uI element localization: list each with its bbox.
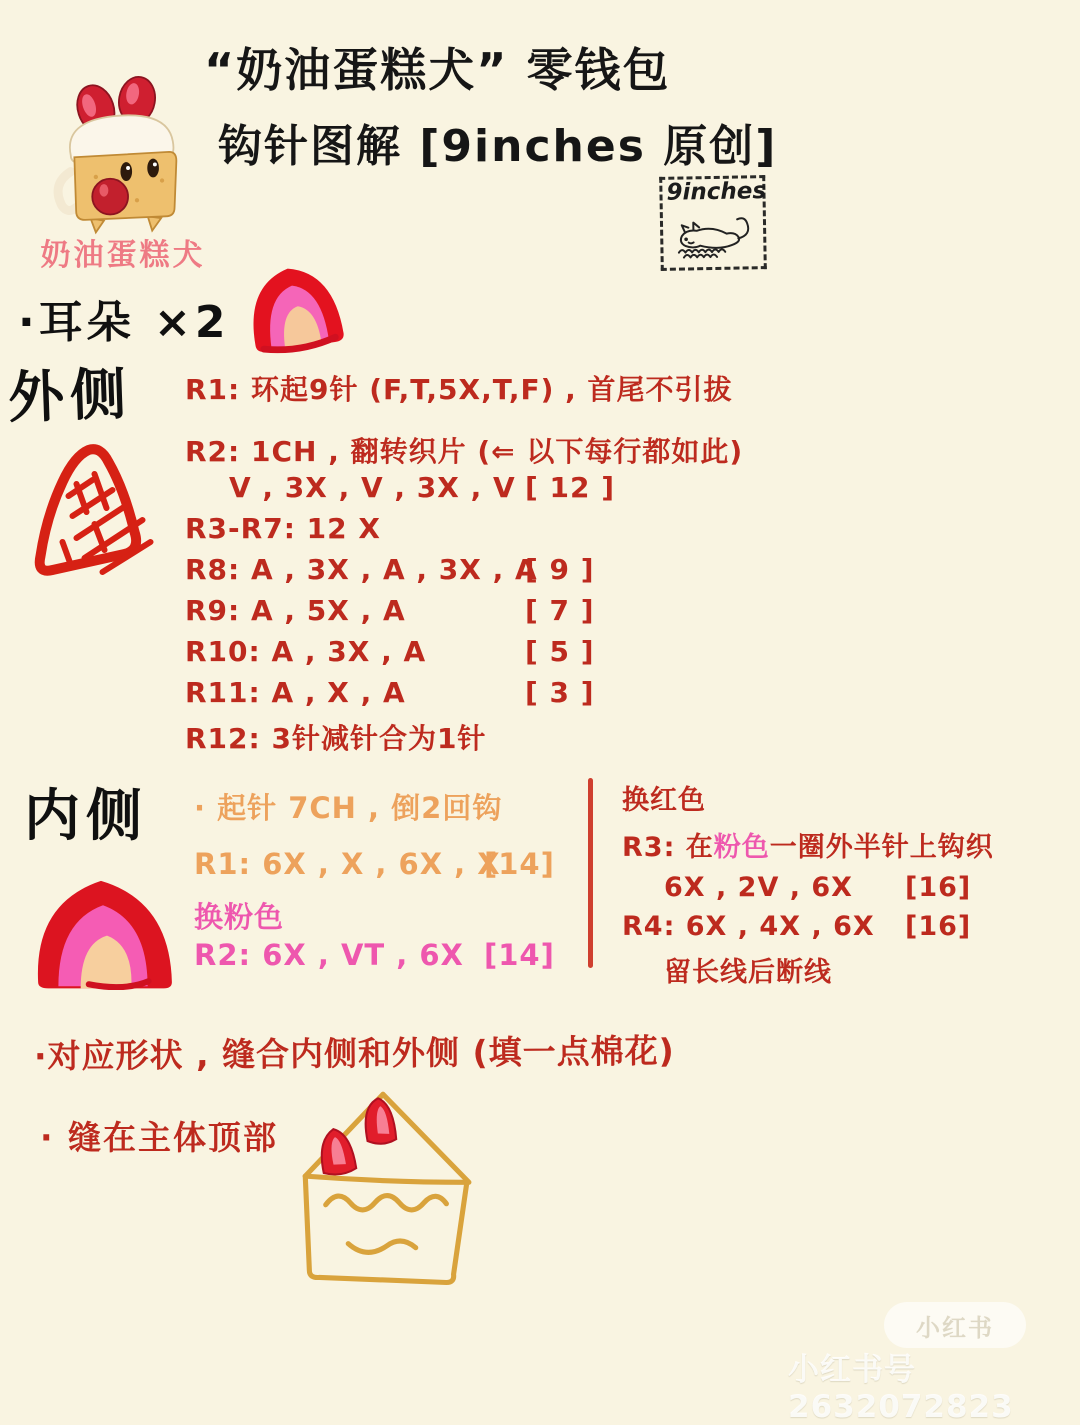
xiaohongshu-logo-badge <box>884 1302 1026 1348</box>
maker-stamp <box>659 175 767 271</box>
pattern-row <box>185 512 825 553</box>
inner-ear-sketch <box>28 862 180 990</box>
mascot-label: 奶油蛋糕犬 <box>40 238 206 273</box>
account-id-watermark: 小红书号 2632072823 <box>788 1352 1014 1425</box>
pattern-row <box>194 938 594 972</box>
stitch-count: [16] <box>905 872 972 903</box>
row-text: 一圈外半针上钩织 <box>769 832 994 863</box>
pattern-row <box>185 676 825 717</box>
pattern-row <box>185 635 825 676</box>
inner-pattern-rows-right <box>622 778 1002 989</box>
row-text: R3-R7: 12 X <box>185 512 381 545</box>
row-text: R8: A , 3X , A , 3X , A <box>185 553 538 586</box>
stitch-count: [ 9 ] <box>525 553 595 586</box>
change-color-note <box>622 778 1002 817</box>
ears-section-title: ·耳朵 ×2 <box>18 297 230 348</box>
row-text: R3: 在 <box>622 832 714 863</box>
row-text: R2: 6X , VT , 6X <box>194 938 464 972</box>
pattern-row <box>622 911 1002 942</box>
pattern-row <box>194 895 594 936</box>
stitch-count: [16] <box>905 911 972 942</box>
stitch-count: [14] <box>484 847 555 881</box>
row-text: R1: 环起9针 (F,T,5X,T,F) , 首尾不引拔 <box>185 373 733 406</box>
pattern-row <box>185 553 825 594</box>
stitch-count: [ 3 ] <box>525 676 595 709</box>
pattern-row <box>185 368 825 409</box>
attach-note: · 缝在主体顶部 <box>40 1118 279 1157</box>
cake-slice-sketch <box>283 1080 573 1305</box>
outer-side-title: 外侧 <box>7 361 134 432</box>
row-text: 6X , 2V , 6X <box>664 872 854 903</box>
row-text: 换粉色 <box>194 900 285 934</box>
outer-ear-sketch <box>22 438 177 618</box>
page-title-line2: 钩针图解 [9inches 原创] <box>218 121 778 172</box>
pattern-row <box>622 825 1002 864</box>
row-text: R9: A , 5X , A <box>185 594 406 627</box>
row-text: R10: A , 3X , A <box>185 635 427 668</box>
cake-dog-mascot-illustration <box>30 66 210 236</box>
pattern-row <box>185 471 825 512</box>
cat-stamp-illustration <box>667 203 762 263</box>
pattern-row <box>622 872 1002 903</box>
pattern-row <box>185 717 825 758</box>
inner-side-title: 内侧 <box>24 784 148 849</box>
page-title-line1: “奶油蛋糕犬” 零钱包 <box>204 43 671 97</box>
ear-layers-illustration <box>229 238 359 361</box>
row-text: R4: 6X , 4X , 6X <box>622 911 875 942</box>
inner-pattern-rows-left <box>194 786 594 972</box>
row-text: R11: A , X , A <box>185 676 406 709</box>
pink-word: 粉色 <box>713 832 770 863</box>
row-text: R1: 6X , X , 6X , X <box>194 847 501 881</box>
row-text: 换红色 <box>622 785 706 816</box>
badge-text: 小红书 <box>916 1313 994 1342</box>
finish-note <box>622 950 1002 989</box>
outer-pattern-rows <box>185 368 825 758</box>
stitch-count: [ 7 ] <box>525 594 595 627</box>
pattern-row <box>194 847 594 881</box>
pattern-row <box>185 594 825 635</box>
column-divider <box>588 778 593 968</box>
row-text: V , 3X , V , 3X , V <box>229 471 516 504</box>
row-text: R12: 3针减针合为1针 <box>185 722 487 755</box>
row-text: · 起针 7CH , 倒2回钩 <box>194 791 503 825</box>
stitch-count: [ 12 ] <box>525 471 616 504</box>
pattern-row <box>185 430 825 471</box>
stitch-count: [ 5 ] <box>525 635 595 668</box>
stitch-count: [14] <box>484 938 555 972</box>
row-text: R2: 1CH , 翻转织片 (⇐ 以下每行都如此) <box>185 435 744 468</box>
stamp-label: 9inches <box>666 178 767 206</box>
assembly-note: ·对应形状 , 缝合内侧和外侧 (填一点棉花) <box>33 1031 675 1076</box>
row-text: 留长线后断线 <box>664 957 832 988</box>
pattern-row <box>194 786 594 827</box>
